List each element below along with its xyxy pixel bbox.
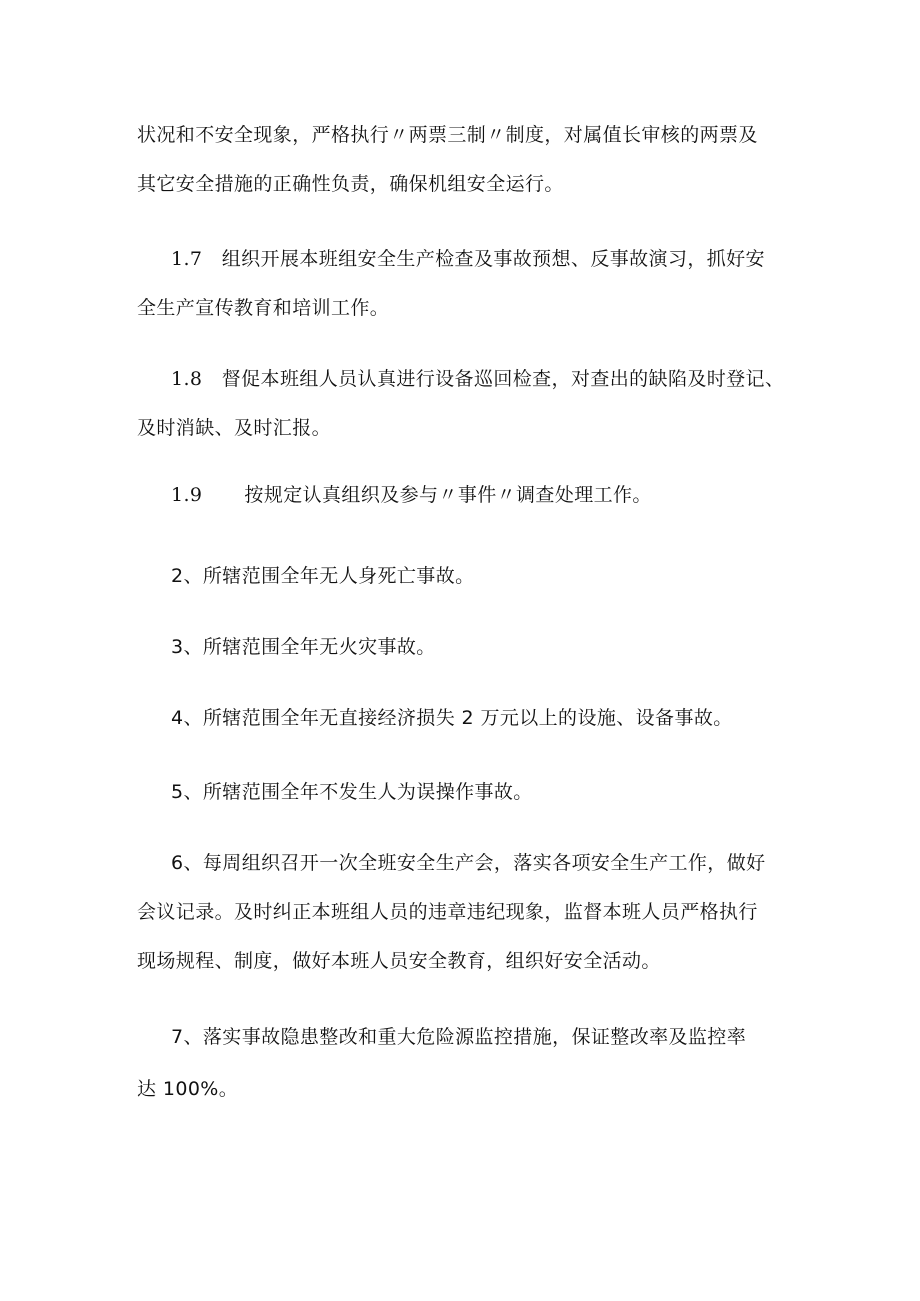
text-line: 状况和不安全现象，严格执行〃两票三制〃制度，对属值长审核的两票及	[137, 124, 758, 146]
paragraph-two-tickets-three-systems	[137, 111, 797, 209]
paragraph-item-1-8	[137, 355, 797, 453]
text-line: 2、所辖范围全年无人身死亡事故。	[171, 565, 475, 587]
item-number: 1.7	[171, 248, 203, 270]
item-number: 1.8	[171, 368, 203, 390]
paragraph-item-7	[137, 1011, 797, 1115]
paragraph-item-1-9	[137, 471, 797, 520]
text-line: 3、所辖范围全年无火灾事故。	[171, 636, 436, 658]
paragraph-item-6	[137, 839, 797, 986]
text-line: 5、所辖范围全年不发生人为误操作事故。	[171, 781, 533, 803]
text-line: 及时消缺、及时汇报。	[137, 417, 332, 439]
paragraph-item-4	[137, 694, 797, 743]
text-line	[137, 355, 797, 404]
text-line: 其它安全措施的正确性负责，确保机组安全运行。	[137, 173, 564, 195]
text-line: 全生产宣传教育和培训工作。	[137, 297, 390, 319]
text-line: 现场规程、制度，做好本班人员安全教育，组织好安全活动。	[137, 950, 661, 972]
item-number: 1.9	[171, 484, 203, 506]
item-text: 督促本班组人员认真进行设备巡回检查，对查出的缺陷及时登记、	[221, 368, 785, 390]
text-line: 6、每周组织召开一次全班安全生产会，落实各项安全生产工作，做好	[171, 852, 766, 874]
text-line	[137, 471, 797, 520]
text-line: 7、落实事故隐患整改和重大危险源监控措施，保证整改率及监控率	[171, 1026, 747, 1048]
item-text: 按规定认真组织及参与〃事件〃调查处理工作。	[244, 484, 652, 506]
text-line: 会议记录。及时纠正本班组人员的违章违纪现象，监督本班人员严格执行	[137, 901, 758, 923]
paragraph-item-1-7	[137, 235, 797, 333]
text-line	[137, 235, 797, 284]
text-line: 达 100%。	[137, 1078, 239, 1100]
item-text: 组织开展本班组安全生产检查及事故预想、反事故演习，抓好安	[221, 248, 765, 270]
text-line: 4、所辖范围全年无直接经济损失 2 万元以上的设施、设备事故。	[171, 707, 733, 729]
paragraph-item-5	[137, 768, 797, 817]
paragraph-item-2	[137, 552, 797, 601]
paragraph-item-3	[137, 623, 797, 672]
